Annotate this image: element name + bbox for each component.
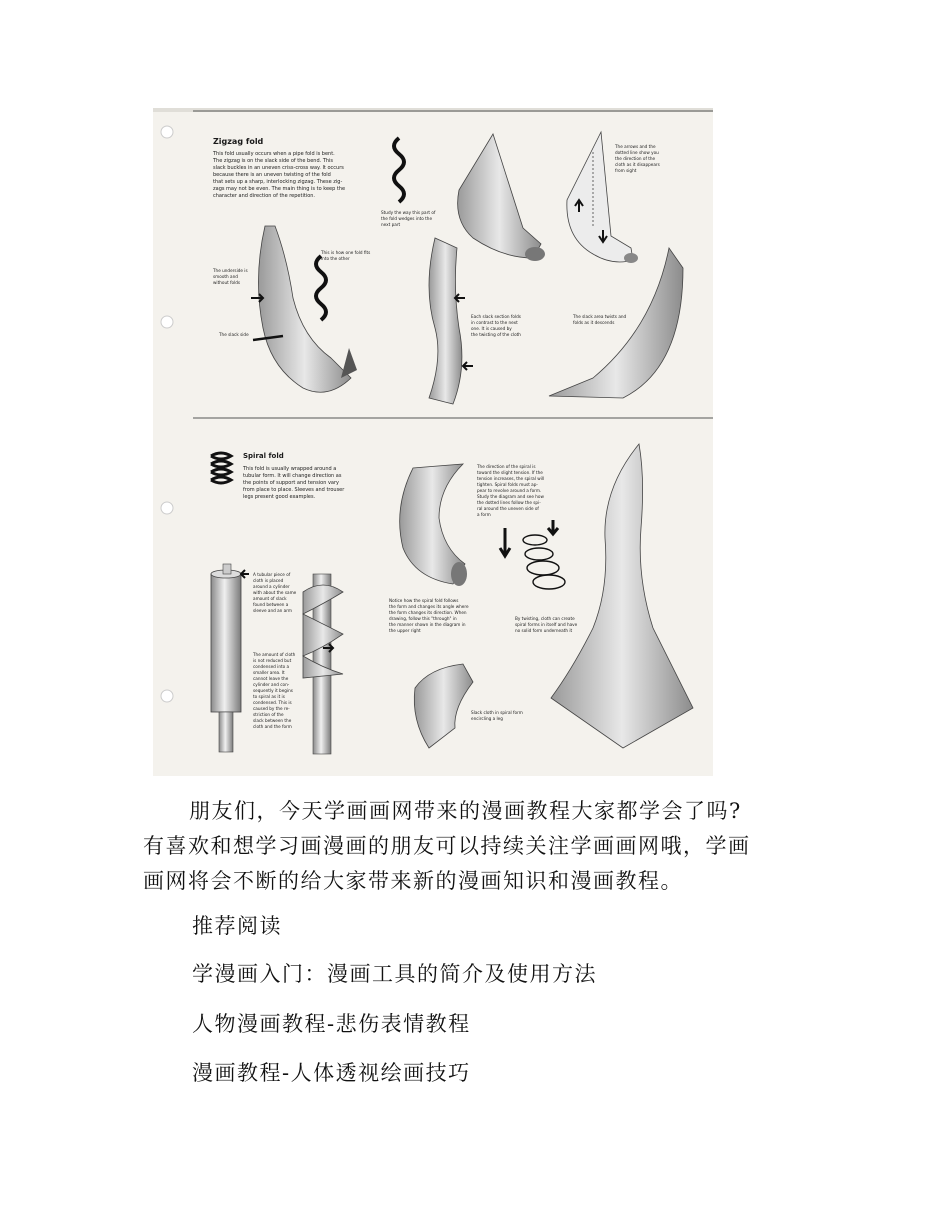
svg-text:spiral forms in itself and hav: spiral forms in itself and have [515, 622, 578, 627]
svg-text:cloth and the form: cloth and the form [253, 724, 292, 729]
svg-text:A tubular piece of: A tubular piece of [253, 572, 291, 577]
svg-text:the points of support and tens: the points of support and tension vary [243, 480, 339, 486]
zigzag-title: Zigzag fold [213, 137, 264, 146]
svg-text:with about the same: with about the same [253, 590, 297, 595]
svg-text:the upper right: the upper right [389, 628, 421, 633]
svg-text:no solid form underneath it: no solid form underneath it [515, 628, 573, 633]
svg-text:a form: a form [477, 512, 491, 517]
svg-text:pear to revolve around a form.: pear to revolve around a form. [477, 488, 542, 493]
svg-text:The direction of the spiral is: The direction of the spiral is [477, 464, 536, 469]
recommend-heading: 推荐阅读 [192, 914, 282, 938]
svg-text:Study the diagram and see how: Study the diagram and see how [477, 494, 544, 499]
note-twisting [515, 616, 578, 633]
svg-text:because there is an uneven twi: because there is an uneven twisting of the fold [213, 172, 331, 178]
svg-text:The underside is: The underside is [213, 268, 248, 273]
svg-text:from sight: from sight [615, 168, 637, 173]
svg-text:folds as it descends: folds as it descends [573, 320, 615, 325]
svg-text:to spiral as it is: to spiral as it is [253, 694, 285, 699]
svg-text:the fold wedges into the: the fold wedges into the [381, 216, 433, 221]
svg-text:the manner shown in the diagra: the manner shown in the diagram in [389, 622, 466, 627]
svg-text:caused by the re-: caused by the re- [253, 706, 290, 711]
closing-paragraph [143, 794, 811, 899]
binder-hole [161, 126, 173, 138]
svg-text:cloth is placed: cloth is placed [253, 578, 284, 583]
svg-text:is not reduced but: is not reduced but [253, 658, 292, 663]
zigzag-body [212, 151, 345, 199]
svg-text:Slack cloth in spiral form: Slack cloth in spiral form [471, 710, 523, 715]
recommend-link[interactable]: 学漫画入门：漫画工具的简介及使用方法 [192, 962, 597, 986]
svg-text:toward the slight tension. If: toward the slight tension. If the [477, 470, 543, 475]
svg-text:smooth and: smooth and [213, 274, 238, 279]
svg-text:sequently it begins: sequently it begins [253, 688, 293, 693]
svg-text:zags may not be even. The main: zags may not be even. The main thing is to keep the [213, 186, 346, 192]
svg-text:the dotted lines follow the sp: the dotted lines follow the spi- [477, 500, 541, 505]
tutorial-scan-image [153, 108, 713, 776]
svg-text:Notice how the spiral fold fol: Notice how the spiral fold follows [389, 598, 459, 603]
svg-text:sleeve and an arm: sleeve and an arm [253, 608, 292, 613]
svg-text:dotted line show you: dotted line show you [615, 150, 659, 155]
svg-text:without folds: without folds [213, 280, 241, 285]
note-slack-side: The slack side [219, 332, 249, 337]
svg-text:cylinder and con-: cylinder and con- [253, 682, 290, 687]
svg-text:that sets up a sharp, interloc: that sets up a sharp, interlocking zigzag. These zig- [213, 179, 343, 185]
svg-text:The amount of cloth: The amount of cloth [253, 652, 296, 657]
svg-text:next part: next part [381, 222, 401, 227]
svg-text:Study the way this part of: Study the way this part of [381, 210, 436, 215]
svg-text:character and direction of the: character and direction of the repetition. [213, 193, 316, 199]
svg-text:one. It is caused by: one. It is caused by [471, 326, 512, 331]
svg-text:tension increases, the spiral: tension increases, the spiral will [477, 476, 545, 481]
svg-text:cloth as it disappears: cloth as it disappears [615, 162, 660, 167]
svg-text:slack between the: slack between the [253, 718, 292, 723]
binder-hole [161, 690, 173, 702]
note-direction [476, 464, 544, 517]
svg-text:the form and changes its angle: the form and changes its angle where [389, 604, 469, 609]
svg-text:in contrast to the next: in contrast to the next [471, 320, 518, 325]
svg-text:striction of the: striction of the [253, 712, 284, 717]
binder-hole [161, 502, 173, 514]
fold-illustration [153, 108, 713, 776]
svg-text:By twisting, cloth can create: By twisting, cloth can create [515, 616, 575, 621]
svg-text:cannot leave the: cannot leave the [253, 676, 289, 681]
paragraph-line: 画网将会不断的给大家带来新的漫画知识和漫画教程。 [143, 869, 683, 893]
spiral-title: Spiral fold [243, 452, 284, 460]
svg-text:the direction of the: the direction of the [615, 156, 656, 161]
svg-text:legs present good examples.: legs present good examples. [243, 494, 316, 500]
svg-text:ral around the uneven side of: ral around the uneven side of [477, 506, 539, 511]
svg-text:The zigzag is on the slack sid: The zigzag is on the slack side of the bend. This [213, 158, 334, 164]
recommend-link[interactable]: 漫画教程-人体透视绘画技巧 [192, 1061, 471, 1085]
svg-text:This fold usually occurs when: This fold usually occurs when a pipe fold is bent. [213, 151, 335, 157]
svg-text:from place to place. Sleeves a: from place to place. Sleeves and trouser [243, 487, 345, 493]
svg-text:encircling a leg: encircling a leg [471, 716, 503, 721]
svg-text:tighten. Spiral folds must ap-: tighten. Spiral folds must ap- [477, 482, 538, 487]
recommend-link[interactable]: 人物漫画教程-悲伤表情教程 [192, 1012, 471, 1036]
svg-text:This is how one fold fits: This is how one fold fits [321, 250, 371, 255]
svg-text:around a cylinder: around a cylinder [253, 584, 290, 589]
svg-text:slack buckles in an uneven cri: slack buckles in an uneven criss-cross way. It occurs [213, 165, 344, 171]
svg-text:The arrows and the: The arrows and the [615, 144, 656, 149]
svg-text:condensed into a: condensed into a [253, 664, 290, 669]
svg-text:This fold is usually wrapped a: This fold is usually wrapped around a [243, 466, 337, 472]
svg-text:drawing, follow this "through": drawing, follow this "through" in [389, 616, 457, 621]
svg-text:the form changes its direction: the form changes its direction. When [389, 610, 467, 615]
svg-text:Each slack section folds: Each slack section folds [471, 314, 521, 319]
paragraph-line: 有喜欢和想学习画漫画的朋友可以持续关注学画画网哦，学画 [143, 834, 751, 858]
svg-text:tubular form. It will change d: tubular form. It will change direction as [243, 473, 342, 479]
svg-text:The slack area twists and: The slack area twists and [573, 314, 627, 319]
paragraph-line: 朋友们，今天学画画网带来的漫画教程大家都学会了吗? [189, 799, 742, 823]
svg-text:condensed. This is: condensed. This is [253, 700, 292, 705]
svg-text:smaller area. It: smaller area. It [253, 670, 285, 675]
svg-text:into the other: into the other [321, 256, 350, 261]
svg-text:found between a: found between a [253, 602, 289, 607]
binder-hole [161, 316, 173, 328]
svg-text:amount of slack: amount of slack [253, 596, 287, 601]
svg-text:the twisting of the cloth: the twisting of the cloth [471, 332, 521, 337]
